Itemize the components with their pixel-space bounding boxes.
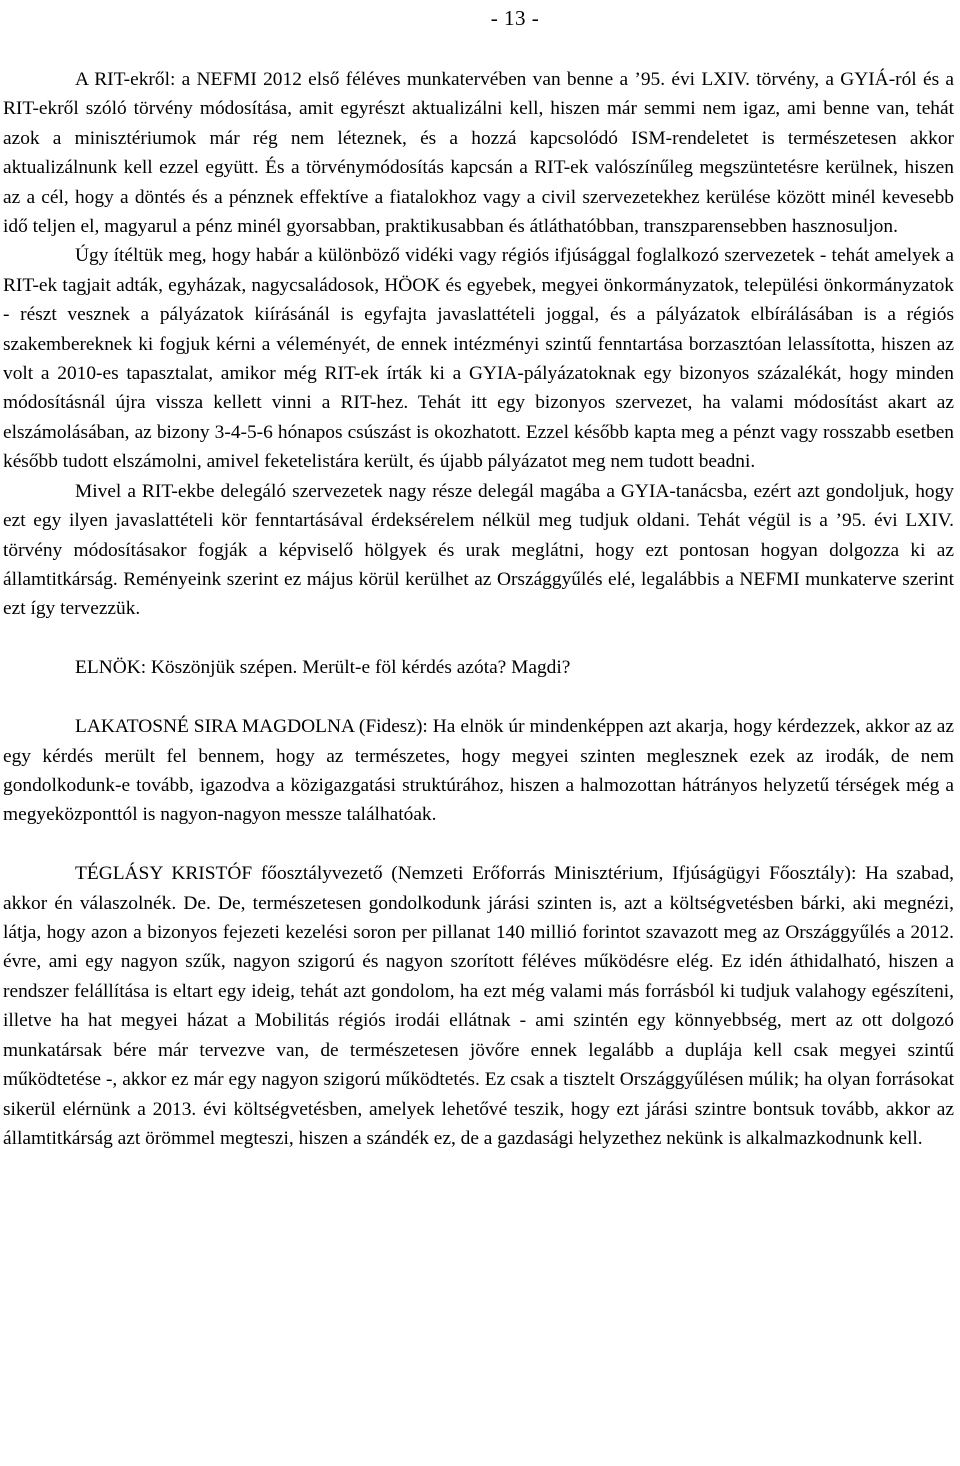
paragraph-rit: A RIT-ekről: a NEFMI 2012 első féléves munkatervében van benne a ’95. évi LXIV. törvény, a GYIÁ-ról és a RIT-ekről szóló törvény módosítása, amit egyrészt aktualizálni kell, hiszen már semmi nem igaz, ami benne van, tehát azok a minisztériumok már rég nem léteznek, és a hozzá kapcsolódó ISM-rendeletet is természetesen akkor aktualizálnunk kell ezzel együtt. És a törvénymódosítás kapcsán a RIT-ek valószínűleg megszüntetésre kerülnek, hiszen az a cél, hogy a döntés és a pénznek effektíve a fiatalokhoz vagy a civil szervezetekhez kerülése között minél kevesebb idő teljen el, magyarul a pénz minél gyorsabban, praktikusabban és átláthatóbban, transzparensebben hasznosuljon. [3, 69, 954, 238]
paragraph-lakatosne: LAKATOSNÉ SIRA MAGDOLNA (Fidesz): Ha elnök úr mindenképpen azt akarja, hogy kérdezzek, akkor az az egy kérdés merült fel bennem, hogy az természetes, hogy megyei szinten meglesznek ezek az irodák, de nem gondolkodunk-e tovább, igazodva a közigazgatási struktúrához, hiszen a halmozottan hátrányos helyzetű térségek még a megyeközponttól is nagyon-nagyon messze találhatóak. [3, 716, 954, 826]
paragraph-decision: Úgy ítéltük meg, hogy habár a különböző vidéki vagy régiós ifjúsággal foglalkozó szervezetek - tehát amelyek a RIT-ek tagjait adták, egyházak, nagycsaládosok, HÖOK és egyebek, megyei önkormányzatok, települési önkormányzatok - részt vesznek a pályázatok kiírásánál is egyfajta javaslattételi joggal, és a pályázatok elbírálásában is a régiós szakembereknek ki fogjuk kérni a véleményét, de ennek intézményi szintű fenntartása borzasztóan lelassította, hiszen az volt a 2010-es tapasztalat, amikor még RIT-ek írták ki a GYIA-pályázatoknak egy bizonyos százalékát, hogy minden módosításnál újra vissza kellett vinni a RIT-hez. Tehát itt egy bizonyos szervezet, ha valami módosítást akart az elszámolásában, az bizony 3-4-5-6 hónapos csúszást is okozhatott. Ezzel később kapta meg a pénzt vagy rosszabb esetben később tudott elszámolni, amivel feketelistára került, és újabb pályázatot meg nem tudott beadni. [3, 245, 954, 473]
paragraph-delegation: Mivel a RIT-ekbe delegáló szervezetek nagy része delegál magába a GYIA-tanácsba, ezért azt gondoljuk, hogy ezt egy ilyen javaslattételi kör fenntartásával érdeksérelem nélkül meg tudjuk oldani. Tehát végül is a ’95. évi LXIV. törvény módosításakor fogják a képviselő hölgyek és urak meglátni, hogy ezt pontosan hogyan dolgozza ki az államtitkárság. Reményeink szerint ez május körül kerülhet az Országgyűlés elé, legalábbis a NEFMI munkaterve szerint ezt így tervezzük. [3, 480, 954, 620]
paragraph-chair: ELNÖK: Köszönjük szépen. Merült-e föl kérdés azóta? Magdi? [75, 657, 571, 679]
document-body [3, 65, 954, 1153]
paragraph-teglasy: TÉGLÁSY KRISTÓF főosztályvezető (Nemzeti Erőforrás Minisztérium, Ifjúságügyi Főosztály): Ha szabad, akkor én válaszolnék. De. De, természetesen gondolkodunk járási szinten is, azt a költségvetésben bárki, aki megnézi, látja, hogy azon a bizonyos fejezeti kezelési soron per pillanat 140 millió forintot szavazott meg az Országgyűlés a 2012. évre, ami egy nagyon szűk, nagyon szigorú és nagyon szorított féléves működésre elég. Ez idén áthidalható, hiszen a rendszer felállítása is eltart egy ideig, tehát azt gondolom, ha ezt még valami más forrásból ki tudjuk valahogy egészíteni, illetve ha hat megyei házat a Mobilitás régiós irodái ellátnak - ami szintén egy könnyebbség, mert az ott dolgozó munkatársak bére már tervezve van, de természetesen jövőre ennek legalább a duplája kell csak megyei szintű működtetése -, akkor ez már egy nagyon szigorú működtetés. Ez csak a tisztelt Országgyűlésen múlik; ha olyan forrásokat sikerül elérnünk a 2013. évi költségvetésben, amelyek lehetővé teszik, hogy ezt járási szintre bontsuk tovább, akkor az államtitkárság azt örömmel megteszi, hiszen a szándék ez, de a gazdasági helyzethez nekünk is alkalmazkodnunk kell. [3, 863, 954, 1149]
page-number: - 13 - [490, 6, 540, 30]
